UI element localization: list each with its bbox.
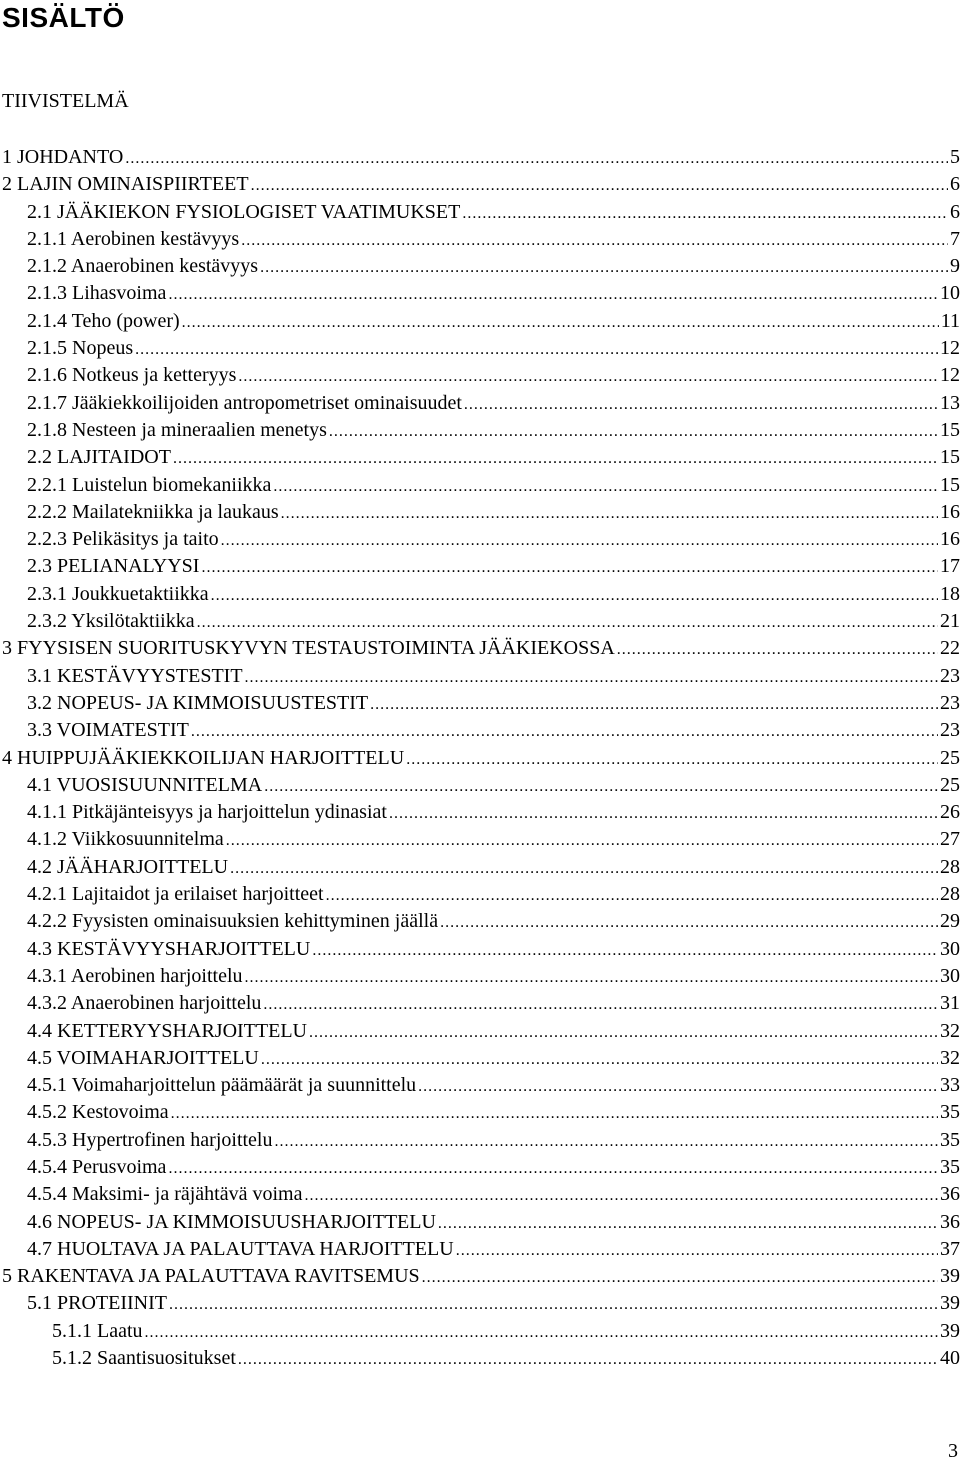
toc-entry-title: 4.5.3 Hypertrofinen harjoittelu (27, 1128, 273, 1151)
toc-dot-leader (304, 1182, 938, 1209)
toc-entry-page: 23 (940, 664, 960, 687)
toc-entry-title: 4.1 VUOSISUUNNITELMA (27, 773, 263, 796)
toc-entry-page: 39 (940, 1265, 960, 1288)
toc-entry-title: 2.1.1 Aerobinen kestävyys (27, 227, 240, 250)
toc-entry-title: 3 FYYSISEN SUORITUSKYVYN TESTAUSTOIMINTA JÄÄKIEKOSSA (2, 637, 615, 660)
toc-entry-title: 4.5 VOIMAHARJOITTELU (27, 1046, 259, 1069)
toc-entry-title: 2.2 LAJITAIDOT (27, 446, 171, 469)
toc-entry-page: 35 (940, 1155, 960, 1178)
toc-entry-page: 32 (940, 1019, 960, 1042)
toc-entry-title: 5.1.2 Saantisuositukset (52, 1347, 236, 1370)
toc-entry-title: 2 LAJIN OMINAISPIIRTEET (2, 173, 249, 196)
toc-entry-title: 5.1 PROTEIINIT (27, 1292, 167, 1315)
toc-entry[interactable] (2, 772, 960, 799)
toc-dot-leader (275, 1128, 939, 1155)
toc-entry[interactable] (2, 335, 960, 362)
toc-entry-page: 26 (940, 801, 960, 824)
toc-entry-page: 25 (940, 746, 960, 769)
toc-entry-page: 10 (940, 282, 960, 305)
toc-entry-page: 23 (940, 691, 960, 714)
toc-dot-leader (201, 554, 938, 581)
toc-entry[interactable] (2, 936, 960, 963)
toc-entry[interactable] (2, 390, 960, 417)
toc-entry-title: 4.2.2 Fyysisten ominaisuuksien kehittyminen jäällä (27, 910, 439, 933)
toc-dot-leader (241, 227, 948, 254)
toc-entry-title: 2.1.5 Nopeus (27, 337, 134, 360)
toc-entry[interactable] (2, 171, 960, 198)
toc-entry-title: 5.1.1 Laatu (52, 1319, 143, 1342)
toc-entry[interactable] (2, 1290, 960, 1317)
toc-entry[interactable] (2, 608, 960, 635)
toc-dot-leader (125, 145, 948, 172)
toc-entry[interactable] (2, 1181, 960, 1208)
toc-entry-page: 37 (940, 1237, 960, 1260)
toc-dot-leader (221, 527, 938, 554)
toc-entry-page: 39 (940, 1292, 960, 1315)
toc-entry-title: 4.3 KESTÄVYYSHARJOITTELU (27, 937, 311, 960)
toc-dot-leader (191, 718, 938, 745)
toc-dot-leader (168, 1155, 938, 1182)
toc-entry-page: 36 (940, 1210, 960, 1233)
toc-entry-page: 16 (940, 528, 960, 551)
toc-entry-page: 15 (940, 473, 960, 496)
toc-dot-leader (617, 636, 938, 663)
toc-entry[interactable] (2, 663, 960, 690)
toc-entry-page: 29 (940, 910, 960, 933)
toc-entry-title: 2.1.2 Anaerobinen kestävyys (27, 255, 259, 278)
toc-entry[interactable] (2, 1236, 960, 1263)
toc-entry-title: 2.1.3 Lihasvoima (27, 282, 167, 305)
toc-dot-leader (309, 1019, 938, 1046)
toc-entry[interactable] (2, 854, 960, 881)
toc-entry-title: 2.3.2 Yksilötaktiikka (27, 610, 195, 633)
toc-entry[interactable] (2, 717, 960, 744)
toc-entry-title: 1 JOHDANTO (2, 146, 124, 168)
toc-entry-title: 4.6 NOPEUS- JA KIMMOISUUSHARJOITTELU (27, 1210, 436, 1233)
toc-dot-leader (171, 1100, 938, 1127)
toc-dot-leader (440, 909, 938, 936)
toc-entry[interactable] (2, 990, 960, 1017)
toc-dot-leader (312, 937, 938, 964)
page-number: 3 (948, 1440, 958, 1462)
toc-entry-page: 17 (940, 555, 960, 578)
toc-dot-leader (464, 391, 938, 418)
toc-entry-page: 30 (940, 964, 960, 987)
toc-entry-page: 13 (940, 391, 960, 414)
toc-entry[interactable] (2, 1018, 960, 1045)
toc-entry-title: 4.2 JÄÄHARJOITTELU (27, 855, 229, 878)
toc-entry[interactable] (2, 280, 960, 307)
toc-entry-title: 2.3 PELIANALYYSI (27, 555, 200, 578)
toc-dot-leader (261, 1046, 938, 1073)
toc-entry[interactable] (2, 826, 960, 853)
toc-entry-page: 5 (950, 146, 960, 168)
toc-entry-title: 3.1 KESTÄVYYSTESTIT (27, 664, 243, 687)
toc-entry-title: 4.2.1 Lajitaidot ja erilaiset harjoitteet (27, 883, 324, 906)
toc-entry[interactable] (2, 1318, 960, 1345)
toc-entry[interactable] (2, 417, 960, 444)
toc-entry-title: 2.3.1 Joukkuetaktiikka (27, 582, 209, 605)
toc-entry[interactable] (2, 745, 960, 772)
toc-dot-leader (211, 582, 938, 609)
toc-entry-page: 27 (940, 828, 960, 851)
page-title: SISÄLTÖ (2, 2, 125, 33)
toc-entry-title: 3.2 NOPEUS- JA KIMMOISUUSTESTIT (27, 691, 369, 714)
toc-entry[interactable] (2, 444, 960, 471)
toc-entry-page: 6 (950, 200, 960, 223)
toc-entry-page: 25 (940, 773, 960, 796)
toc-entry[interactable] (2, 226, 960, 253)
abstract-heading: TIIVISTELMÄ (2, 90, 129, 112)
toc-dot-leader (251, 172, 948, 199)
toc-dot-leader (230, 855, 938, 882)
toc-entry-page: 32 (940, 1046, 960, 1069)
toc-dot-leader (418, 1073, 938, 1100)
toc-dot-leader (462, 200, 948, 227)
toc-entry-page: 30 (940, 937, 960, 960)
toc-dot-leader (438, 1210, 938, 1237)
toc-entry[interactable] (2, 690, 960, 717)
toc-entry[interactable] (2, 144, 960, 171)
toc-entry-title: 2.1.8 Nesteen ja mineraalien menetys (27, 418, 327, 441)
toc-dot-leader (238, 363, 938, 390)
toc-entry-title: 2.1.4 Teho (power) (27, 309, 180, 332)
toc-entry-title: 4.5.4 Perusvoima (27, 1155, 167, 1178)
toc-entry[interactable] (2, 1127, 960, 1154)
toc-entry-title: 4.3.1 Aerobinen harjoittelu (27, 964, 243, 987)
table-of-contents (2, 144, 960, 1372)
toc-entry[interactable] (2, 881, 960, 908)
toc-entry[interactable] (2, 1209, 960, 1236)
toc-dot-leader (145, 1319, 938, 1346)
toc-entry-title: 2.1.7 Jääkiekkoilijoiden antropometriset ominaisuudet (27, 391, 462, 414)
toc-entry-page: 35 (940, 1128, 960, 1151)
toc-dot-leader (197, 609, 938, 636)
toc-entry[interactable] (2, 635, 960, 662)
toc-entry-page: 18 (940, 582, 960, 605)
toc-entry-title: 4.5.4 Maksimi- ja räjähtävä voima (27, 1183, 303, 1206)
toc-dot-leader (245, 964, 938, 991)
toc-entry-page: 22 (940, 637, 960, 660)
toc-entry-page: 33 (940, 1074, 960, 1097)
toc-entry-title: 4.5.2 Kestovoima (27, 1101, 169, 1124)
toc-entry[interactable] (2, 1263, 960, 1290)
toc-dot-leader (326, 882, 938, 909)
toc-entry[interactable] (2, 499, 960, 526)
toc-entry-page: 16 (940, 500, 960, 523)
toc-entry[interactable] (2, 799, 960, 826)
toc-entry-page: 28 (940, 883, 960, 906)
toc-entry-title: 4.4 KETTERYYSHARJOITTELU (27, 1019, 307, 1042)
toc-entry-title: 2.1.6 Notkeus ja ketteryys (27, 364, 237, 387)
toc-entry-page: 15 (940, 446, 960, 469)
toc-entry-page: 21 (940, 610, 960, 633)
toc-entry-title: 4 HUIPPUJÄÄKIEKKOILIJAN HARJOITTELU (2, 746, 405, 769)
toc-dot-leader (263, 991, 938, 1018)
toc-dot-leader (173, 445, 938, 472)
toc-dot-leader (182, 309, 939, 336)
toc-entry-page: 23 (940, 719, 960, 742)
toc-dot-leader (273, 473, 938, 500)
toc-entry-title: 4.5.1 Voimaharjoittelun päämäärät ja suunnittelu (27, 1074, 417, 1097)
toc-dot-leader (456, 1237, 938, 1264)
toc-entry[interactable] (2, 526, 960, 553)
toc-entry-title: 4.7 HUOLTAVA JA PALAUTTAVA HARJOITTELU (27, 1237, 454, 1260)
toc-entry[interactable] (2, 1072, 960, 1099)
toc-entry-page: 11 (940, 309, 960, 332)
toc-entry-title: 3.3 VOIMATESTIT (27, 719, 189, 742)
toc-dot-leader (281, 500, 938, 527)
toc-entry[interactable] (2, 553, 960, 580)
toc-entry[interactable] (2, 253, 960, 280)
toc-entry-page: 12 (940, 364, 960, 387)
toc-entry[interactable] (2, 199, 960, 226)
toc-dot-leader (422, 1264, 938, 1291)
toc-entry-page: 15 (940, 418, 960, 441)
toc-entry-page: 36 (940, 1183, 960, 1206)
toc-entry-page: 40 (940, 1347, 960, 1370)
toc-dot-leader (245, 664, 938, 691)
toc-entry[interactable] (2, 1154, 960, 1181)
toc-entry-title: 4.1.2 Viikkosuunnitelma (27, 828, 224, 851)
toc-entry-title: 4.1.1 Pitkäjänteisyys ja harjoittelun ydinasiat (27, 801, 387, 824)
toc-dot-leader (389, 800, 938, 827)
toc-dot-leader (264, 773, 938, 800)
toc-entry-title: 5 RAKENTAVA JA PALAUTTAVA RAVITSEMUS (2, 1265, 420, 1288)
toc-dot-leader (238, 1346, 938, 1373)
toc-dot-leader (406, 746, 938, 773)
toc-dot-leader (169, 1291, 938, 1318)
toc-entry-title: 2.2.1 Luistelun biomekaniikka (27, 473, 272, 496)
toc-entry[interactable] (2, 908, 960, 935)
toc-entry[interactable] (2, 1345, 960, 1372)
toc-entry[interactable] (2, 963, 960, 990)
toc-entry[interactable] (2, 362, 960, 389)
toc-dot-leader (260, 254, 948, 281)
toc-entry-title: 4.3.2 Anaerobinen harjoittelu (27, 992, 262, 1015)
toc-entry-title: 2.1 JÄÄKIEKON FYSIOLOGISET VAATIMUKSET (27, 200, 461, 223)
toc-entry-page: 39 (940, 1319, 960, 1342)
toc-dot-leader (135, 336, 938, 363)
toc-dot-leader (370, 691, 938, 718)
toc-entry[interactable] (2, 581, 960, 608)
toc-entry-page: 35 (940, 1101, 960, 1124)
toc-entry[interactable] (2, 472, 960, 499)
toc-entry[interactable] (2, 308, 960, 335)
toc-entry[interactable] (2, 1045, 960, 1072)
toc-dot-leader (226, 827, 938, 854)
toc-entry-page: 9 (950, 255, 960, 278)
toc-dot-leader (329, 418, 938, 445)
toc-entry-title: 2.2.2 Mailatekniikka ja laukaus (27, 500, 279, 523)
toc-entry-title: 2.2.3 Pelikäsitys ja taito (27, 528, 219, 551)
toc-entry-page: 6 (950, 173, 960, 196)
toc-entry-page: 12 (940, 337, 960, 360)
toc-entry-page: 7 (950, 227, 960, 250)
toc-dot-leader (168, 281, 938, 308)
toc-entry-page: 31 (940, 992, 960, 1015)
toc-entry-page: 28 (940, 855, 960, 878)
toc-entry[interactable] (2, 1099, 960, 1126)
